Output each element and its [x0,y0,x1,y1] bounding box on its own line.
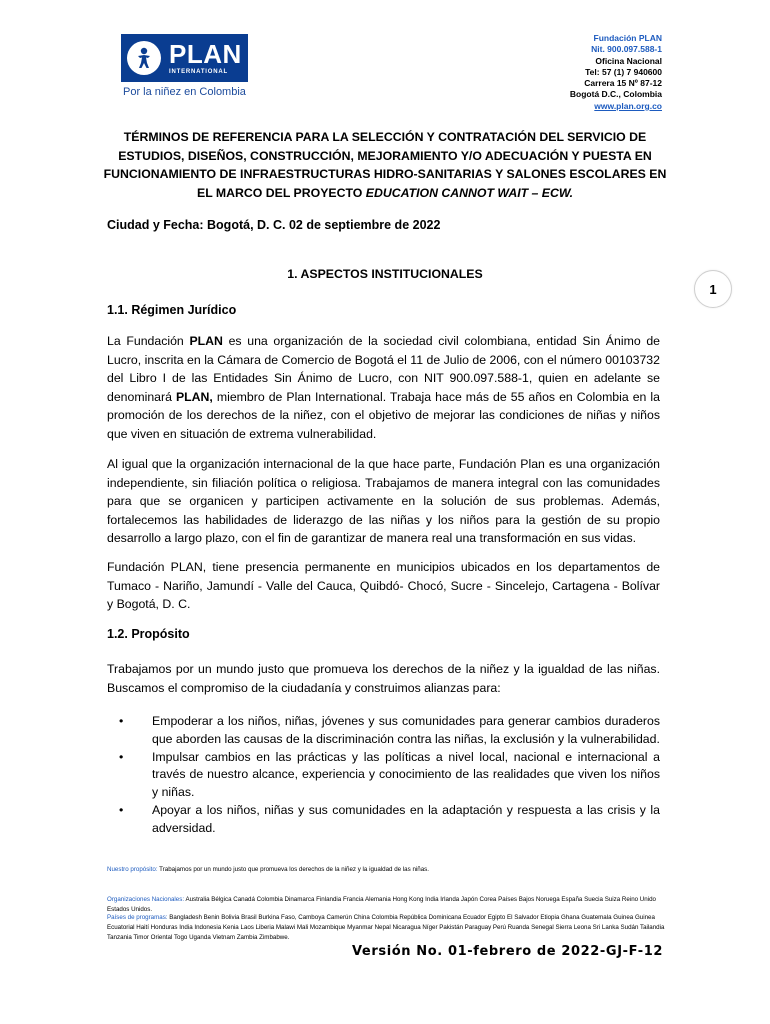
logo-wordmark: PLAN [169,39,242,69]
footer-national-label: Organizaciones Nacionales: [107,896,185,903]
subsection-proposito: 1.2. Propósito [107,627,190,641]
page-number-badge: 1 [694,270,732,308]
footer-national-orgs [107,895,665,915]
org-address: Carrera 15 Nº 87-12 [584,78,662,89]
bullet-marker: • [119,802,124,817]
list-item [107,802,660,838]
p1-bold-plan-2: PLAN, [175,389,213,404]
org-website-link[interactable]: www.plan.org.co [594,100,662,111]
org-nit: Nit. 900.097.588-1 [591,44,662,55]
purpose-bullet-list [107,713,660,838]
list-item-text: Empoderar a los niños, niñas, jóvenes y sus comunidades para generar cambios duraderos que aborden las causas de la discriminación contra las niñas, la exclusión y la vulnerabilidad. [152,714,660,746]
document-title [100,128,670,202]
org-city: Bogotá D.C., Colombia [569,89,662,100]
footer-purpose-label: Nuestro propósito: [107,866,158,873]
footer-national-text: Australia Bélgica Canadá Colombia Dinamarca Finlandia Francia Alemania Hong Kong India Irlanda Japón Corea Países Bajos Noruega España Suecia Suiza Reino Unido Estados Unidos. [107,896,656,913]
p1-text-e: miembro de Plan International. Trabaja hace más de 55 años en Colombia en la promoción de los derechos de la niñez, con el objetivo de mejorar las condiciones de niñas y niños que viven en situación de extrema vulnerabilidad. [107,389,660,441]
section-heading: 1. ASPECTOS INSTITUCIONALES [287,267,483,281]
list-item [107,713,660,749]
org-contact-block [570,33,662,112]
org-office: Oficina Nacional [595,55,662,66]
bullet-marker: • [119,714,124,728]
p1-bold-plan: PLAN [189,334,223,348]
plan-logo [121,34,248,82]
city-date: Ciudad y Fecha: Bogotá, D. C. 02 de septiembre de 2022 [107,218,441,232]
title-main: TÉRMINOS DE REFERENCIA PARA LA SELECCIÓN Y CONTRATACIÓN DEL SERVICIO DE ESTUDIOS, DISEÑOS, CONSTRUCCIÓN, MEJORAMIENTO Y/O ADECUACIÓN Y PUESTA EN FUNCIONAMIENTO DE INFRAESTRUCTURAS HIDRO-SANITARIAS Y SALONES ESCOLARES EN EL MARCO DEL PROYECTO [103,130,667,200]
paragraph-presencia: Fundación PLAN, tiene presencia permanente en municipios ubicados en los departamentos de Tumaco - Nariño, Jamundí - Valle del Cauca, Quibdó- Chocó, Sucre - Sincelejo, Cartagena - Bolívar y Bogotá, D. C. [107,560,660,611]
document-version: Versión No. 01-febrero de 2022-GJ-F-12 [351,944,663,959]
list-item-text: Impulsar cambios en las prácticas y las políticas a nivel local, nacional e internacional a través de nuestro alcance, experiencia y conocimiento de las realidades que viven los niños y niñas. [152,749,660,800]
plan-child-icon [127,41,161,75]
subsection-regimen-juridico: 1.1. Régimen Jurídico [107,303,237,317]
p1-text-c: es una organización de la sociedad civil colombiana, entidad Sin Ánimo de Lucro, inscrita en la Cámara de Comercio de Bogotá el 11 de Julio de 2006, con el número 00103732 del Libro I de las Entidades Sin Ánimo de Lucro, con NIT 900.097.588-1, quien en adelante se denominará [107,334,661,404]
bullet-marker: • [119,749,124,764]
org-tel: Tel: 57 (1) 7 940600 [585,66,662,77]
footer-purpose [107,865,665,875]
footer-programs-label: Países de programas: [107,914,168,921]
list-item-text: Apoyar a los niños, niñas y sus comunidades en la adaptación y respuesta a las crisis y la adversidad. [152,802,660,835]
footer-programs-text: Bangladesh Benin Bolivia Brasil Burkina Faso, Camboya Camerún China Colombia República Dominicana Ecuador Egipto El Salvador Etiopia Ghana Guatemala Guinea Guinea Ecuatorial Haití Honduras India Indonesia Kenia Laos Liberia Malawi Mali Mozambique Myanmar Nepal Nicaragua Níger Pakistán Paraguay Perú Ruanda Senegal Sierra Leona Sri Lanka Sudán Tailandia Tanzania Timor Oriental Togo Uganda Vietnam Zambia Zimbabwe. [107,914,665,941]
logo-tagline: Por la niñez en Colombia [123,86,246,98]
p1-text-a: La Fundación [107,334,190,348]
paragraph-organizacion: Al igual que la organización internacional de la que hace parte, Fundación Plan es una organización independiente, sin filiación política o religiosa. Trabajamos de manera integral con las comunidades para que se organicen y participen activamente en la solución de sus problemas. Además, fortalecemos las habilidades de liderazgo de las niñas y los niños para la gestión de su propio desarrollo a largo plazo, con el fin de garantizar de manera real una transformación en sus vidas. [107,457,660,545]
paragraph-proposito: Trabajamos por un mundo justo que promueva los derechos de la niñez y la igualdad de las niñas. Buscamos el compromiso de la ciudadanía y construimos alianzas para: [107,662,660,695]
title-project: EDUCATION CANNOT WAIT – ECW. [365,185,573,200]
org-name: Fundación PLAN [593,33,662,43]
logo-subtitle: INTERNATIONAL [169,69,228,75]
list-item [107,749,660,802]
footer-purpose-text: Trabajamos por un mundo justo que promueva los derechos de la niñez y la igualdad de las niñas. [159,866,429,873]
footer-program-countries [107,913,665,943]
paragraph-regimen [107,332,660,443]
